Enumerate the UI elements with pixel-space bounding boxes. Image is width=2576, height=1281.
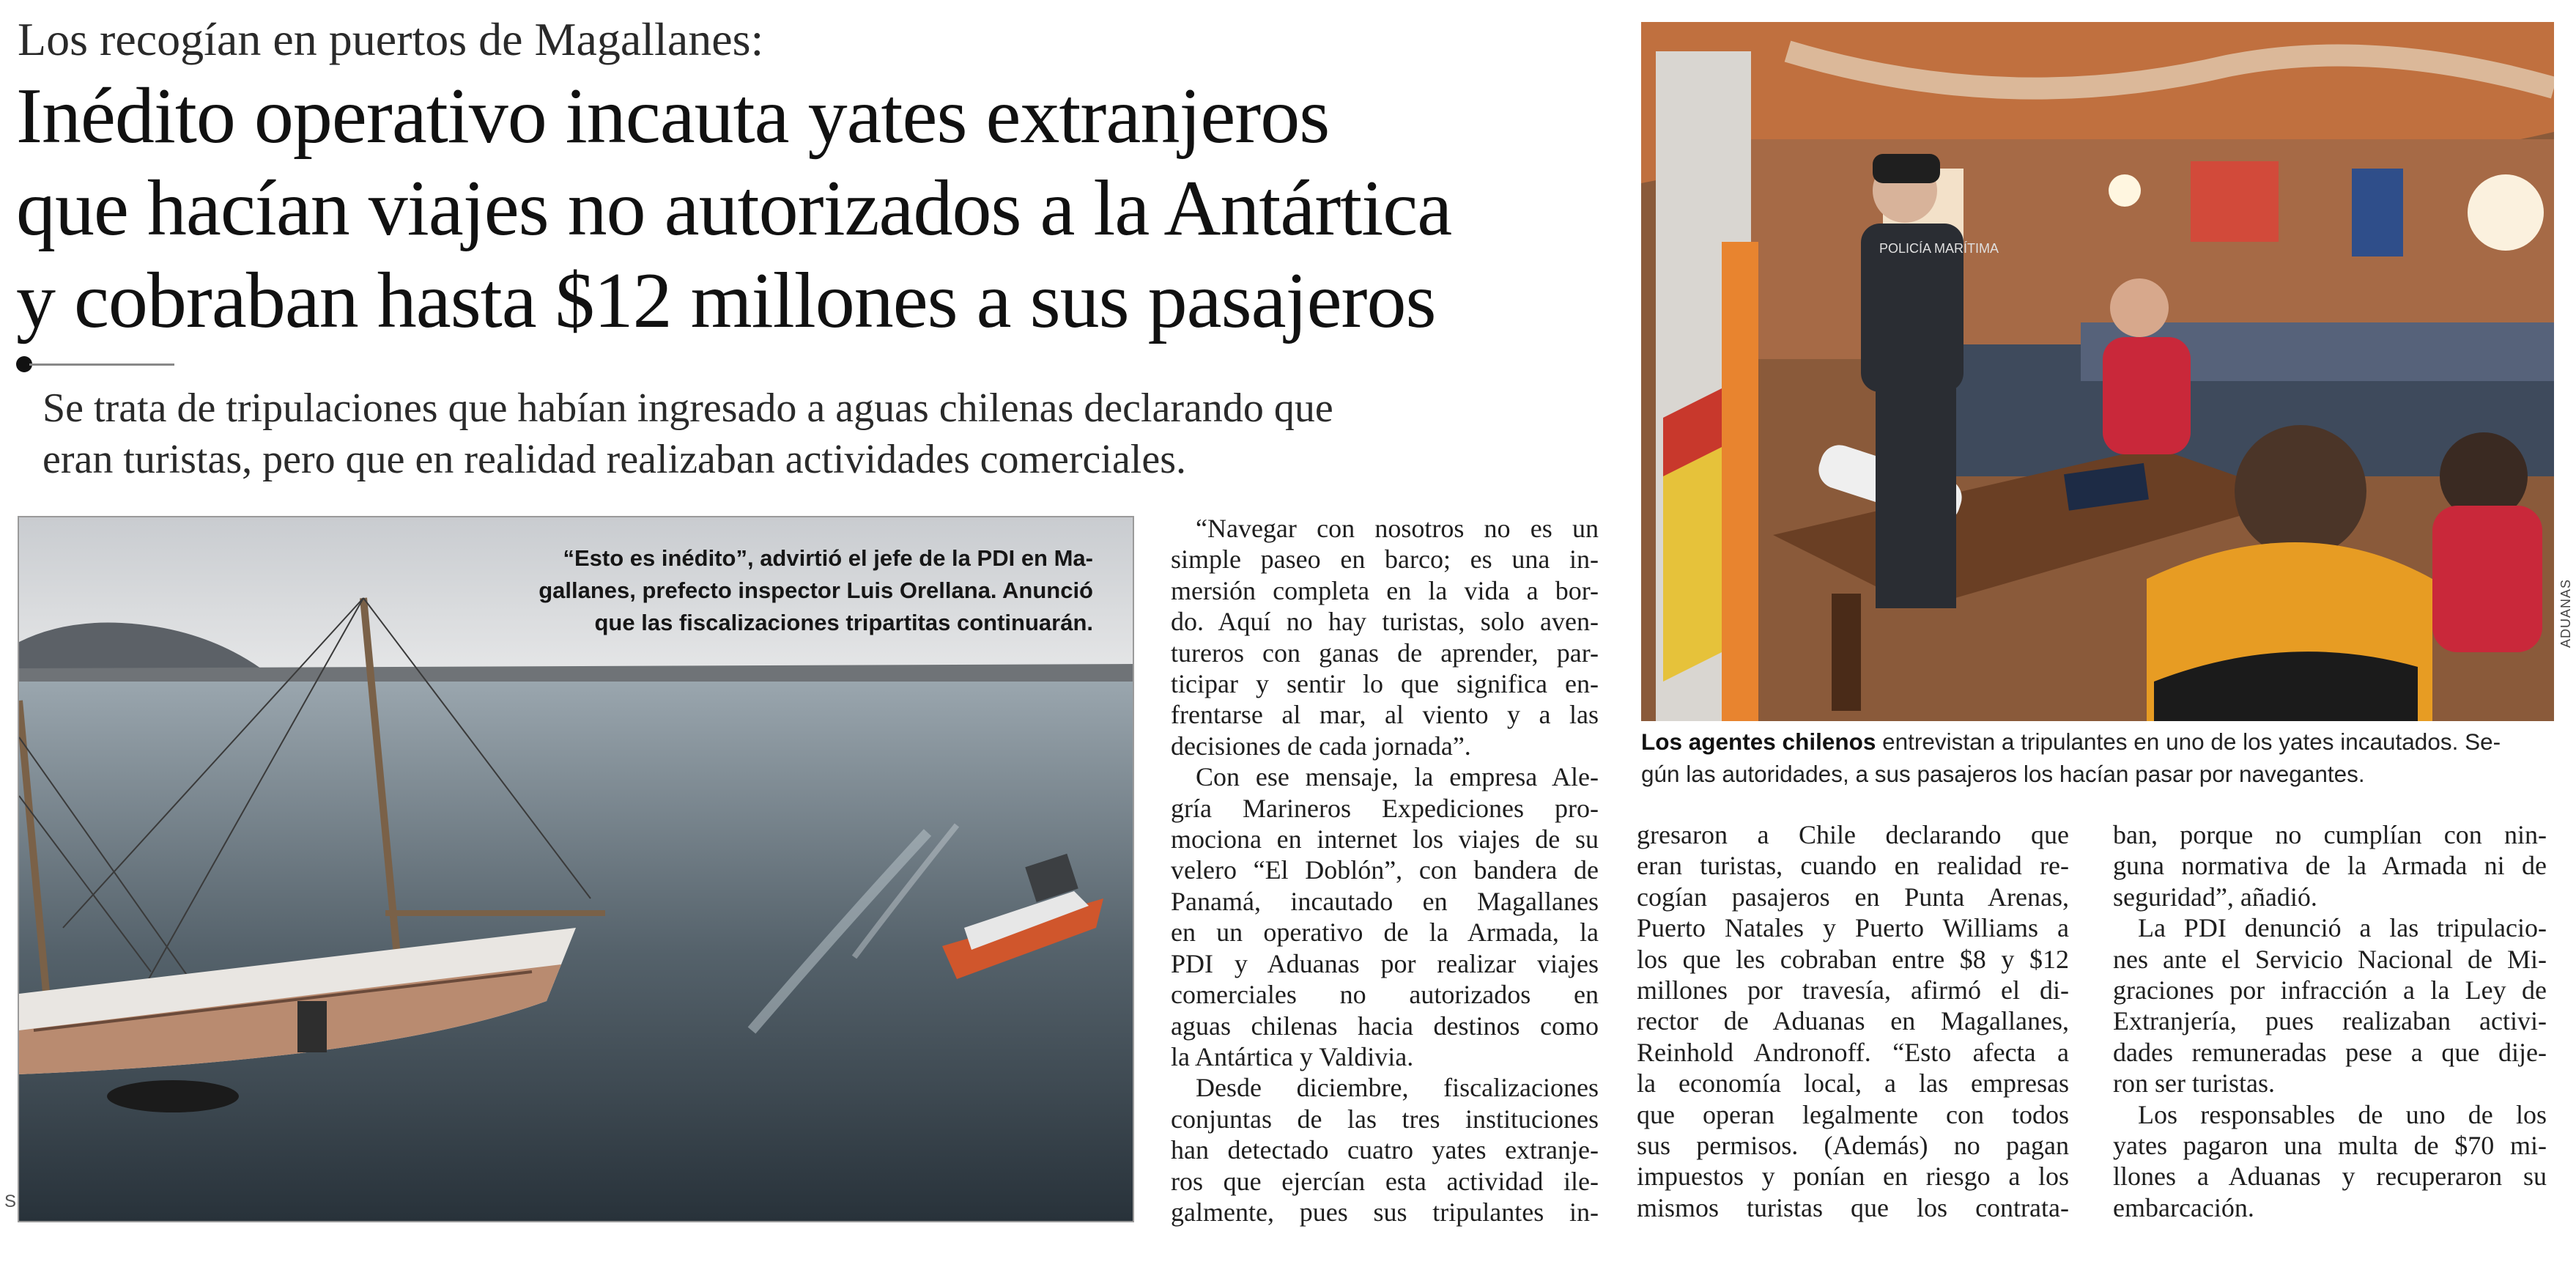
cabin-illustration <box>1641 22 2554 721</box>
body-line: han detectado cuatro yates extranje- <box>1171 1135 1599 1165</box>
body-line: decisiones de cada jornada”. <box>1171 731 1471 761</box>
body-line: frentarse al mar, al viento y a las <box>1171 700 1599 730</box>
body-line: ban, porque no cumplían con nin- <box>2113 820 2547 849</box>
body-line: simple paseo en barco; es una in- <box>1171 544 1599 575</box>
body-line: seguridad”, añadió. <box>2113 882 2317 912</box>
body-line: Desde diciembre, fiscalizaciones <box>1196 1073 1599 1103</box>
body-line: PDI y Aduanas por realizar viajes <box>1171 948 1599 978</box>
headline-line: Inédito operativo incauta yates extranjeros <box>16 73 1330 160</box>
body-line: embarcación. <box>2113 1192 2254 1222</box>
photo-caption <box>1641 726 2557 790</box>
body-line: Reinhold Andronoff. “Esto afecta a <box>1637 1037 2069 1067</box>
body-line: conjuntas de las tres instituciones <box>1171 1104 1599 1134</box>
vest-label: POLICÍA MARÍTIMA <box>1879 241 1999 256</box>
body-line: graciones por infracción a la Ley de <box>2113 975 2547 1005</box>
body-line: gría Marineros Expediciones pro- <box>1171 793 1599 823</box>
body-line: la economía local, a las empresas <box>1637 1068 2069 1099</box>
quote-line: “Esto es inédito”, advirtió el jefe de la PDI en Ma- <box>563 545 1093 571</box>
body-line: tureros con ganas de aprender, par- <box>1171 638 1599 668</box>
body-line: galmente, pues sus tripulantes in- <box>1171 1197 1599 1227</box>
headline-line: y cobraban hasta $12 millones a sus pasajeros <box>16 257 1436 344</box>
body-line: ron ser turistas. <box>2113 1068 2275 1099</box>
body-line: Extranjería, pues realizaban activi- <box>2113 1006 2547 1036</box>
body-line: ros que ejercían esta actividad ile- <box>1171 1166 1599 1196</box>
body-line: Los responsables de uno de los <box>2138 1099 2547 1129</box>
yacht-photo <box>18 516 1134 1222</box>
body-line: ticipar y sentir lo que significa en- <box>1171 669 1599 699</box>
body-line: sus permisos. (Además) no pagan <box>1637 1131 2069 1161</box>
body-line: impuestos y ponían en riesgo a los <box>1637 1162 2069 1192</box>
body-line: gresaron a Chile declarando que <box>1637 820 2069 849</box>
body-line: los que les cobraban entre $8 y $12 <box>1637 944 2069 974</box>
body-line: guna normativa de la Armada ni de <box>2113 851 2547 881</box>
body-line: la Antártica y Valdivia. <box>1171 1041 1414 1071</box>
body-column-1 <box>1171 513 1599 1228</box>
body-column-2 <box>1637 819 2069 1223</box>
body-column-3 <box>2113 819 2547 1223</box>
headline-line: que hacían viajes no autorizados a la Antártica <box>16 165 1452 252</box>
cabin-photo <box>1641 22 2554 721</box>
body-line: Puerto Natales y Puerto Williams a <box>1637 913 2069 943</box>
body-line: que operan legalmente con todos <box>1637 1099 2069 1129</box>
body-line: mociona en internet los viajes de su <box>1171 824 1599 854</box>
body-line: millones por travesía, afirmó el di- <box>1637 975 2069 1005</box>
body-line: do. Aquí no hay turistas, solo aven- <box>1171 607 1599 637</box>
body-line: Con ese mensaje, la empresa Ale- <box>1196 762 1599 792</box>
body-line: mersión completa en la vida a bor- <box>1171 575 1599 605</box>
article-dek <box>42 383 1596 485</box>
body-line: eran turistas, cuando en realidad re- <box>1637 851 2069 881</box>
body-line: yates pagaron una multa de $70 mi- <box>2113 1131 2547 1161</box>
page-mark: S <box>4 1192 17 1211</box>
dek-line: eran turistas, pero que en realidad realizaban actividades comerciales. <box>42 437 1186 482</box>
quote-line: que las fiscalizaciones tripartitas continuarán. <box>594 610 1093 635</box>
caption-line: gún las autoridades, a sus pasajeros los hacían pasar por navegantes. <box>1641 761 2365 787</box>
body-line: aguas chilenas hacia destinos como <box>1171 1011 1599 1041</box>
body-line: “Navegar con nosotros no es un <box>1196 514 1599 543</box>
body-line: nes ante el Servicio Nacional de Mi- <box>2113 944 2547 974</box>
body-line: comerciales no autorizados en <box>1171 980 1599 1010</box>
body-line: llones a Aduanas y recuperaron su <box>2113 1162 2547 1192</box>
photo-quote <box>434 542 1093 639</box>
body-line: rector de Aduanas en Magallanes, <box>1637 1006 2069 1036</box>
article-kicker: Los recogían en puertos de Magallanes: <box>18 13 764 65</box>
body-line: velero “El Doblón”, con bandera de <box>1171 855 1599 885</box>
body-line: Panamá, incautado en Magallanes <box>1171 886 1599 916</box>
caption-line <box>1641 726 2557 758</box>
body-line: La PDI denunció a las tripulacio- <box>2138 913 2547 943</box>
caption-text: entrevistan a tripulantes en uno de los yates incautados. Se- <box>1876 728 2501 755</box>
caption-bold: Los agentes chilenos <box>1641 728 1876 755</box>
dek-line: Se trata de tripulaciones que habían ingresado a aguas chilenas declarando que <box>42 385 1333 431</box>
photo-credit: ADUANAS <box>2558 578 2573 648</box>
body-line: mismos turistas que los contrata- <box>1637 1192 2069 1222</box>
body-line: dades remuneradas pese a que dije- <box>2113 1037 2547 1067</box>
body-line: en un operativo de la Armada, la <box>1171 918 1599 948</box>
separator-line <box>29 363 174 366</box>
article-headline <box>16 70 1613 347</box>
quote-line: gallanes, prefecto inspector Luis Orellana. Anunció <box>538 577 1093 603</box>
body-line: cogían pasajeros en Punta Arenas, <box>1637 882 2069 912</box>
